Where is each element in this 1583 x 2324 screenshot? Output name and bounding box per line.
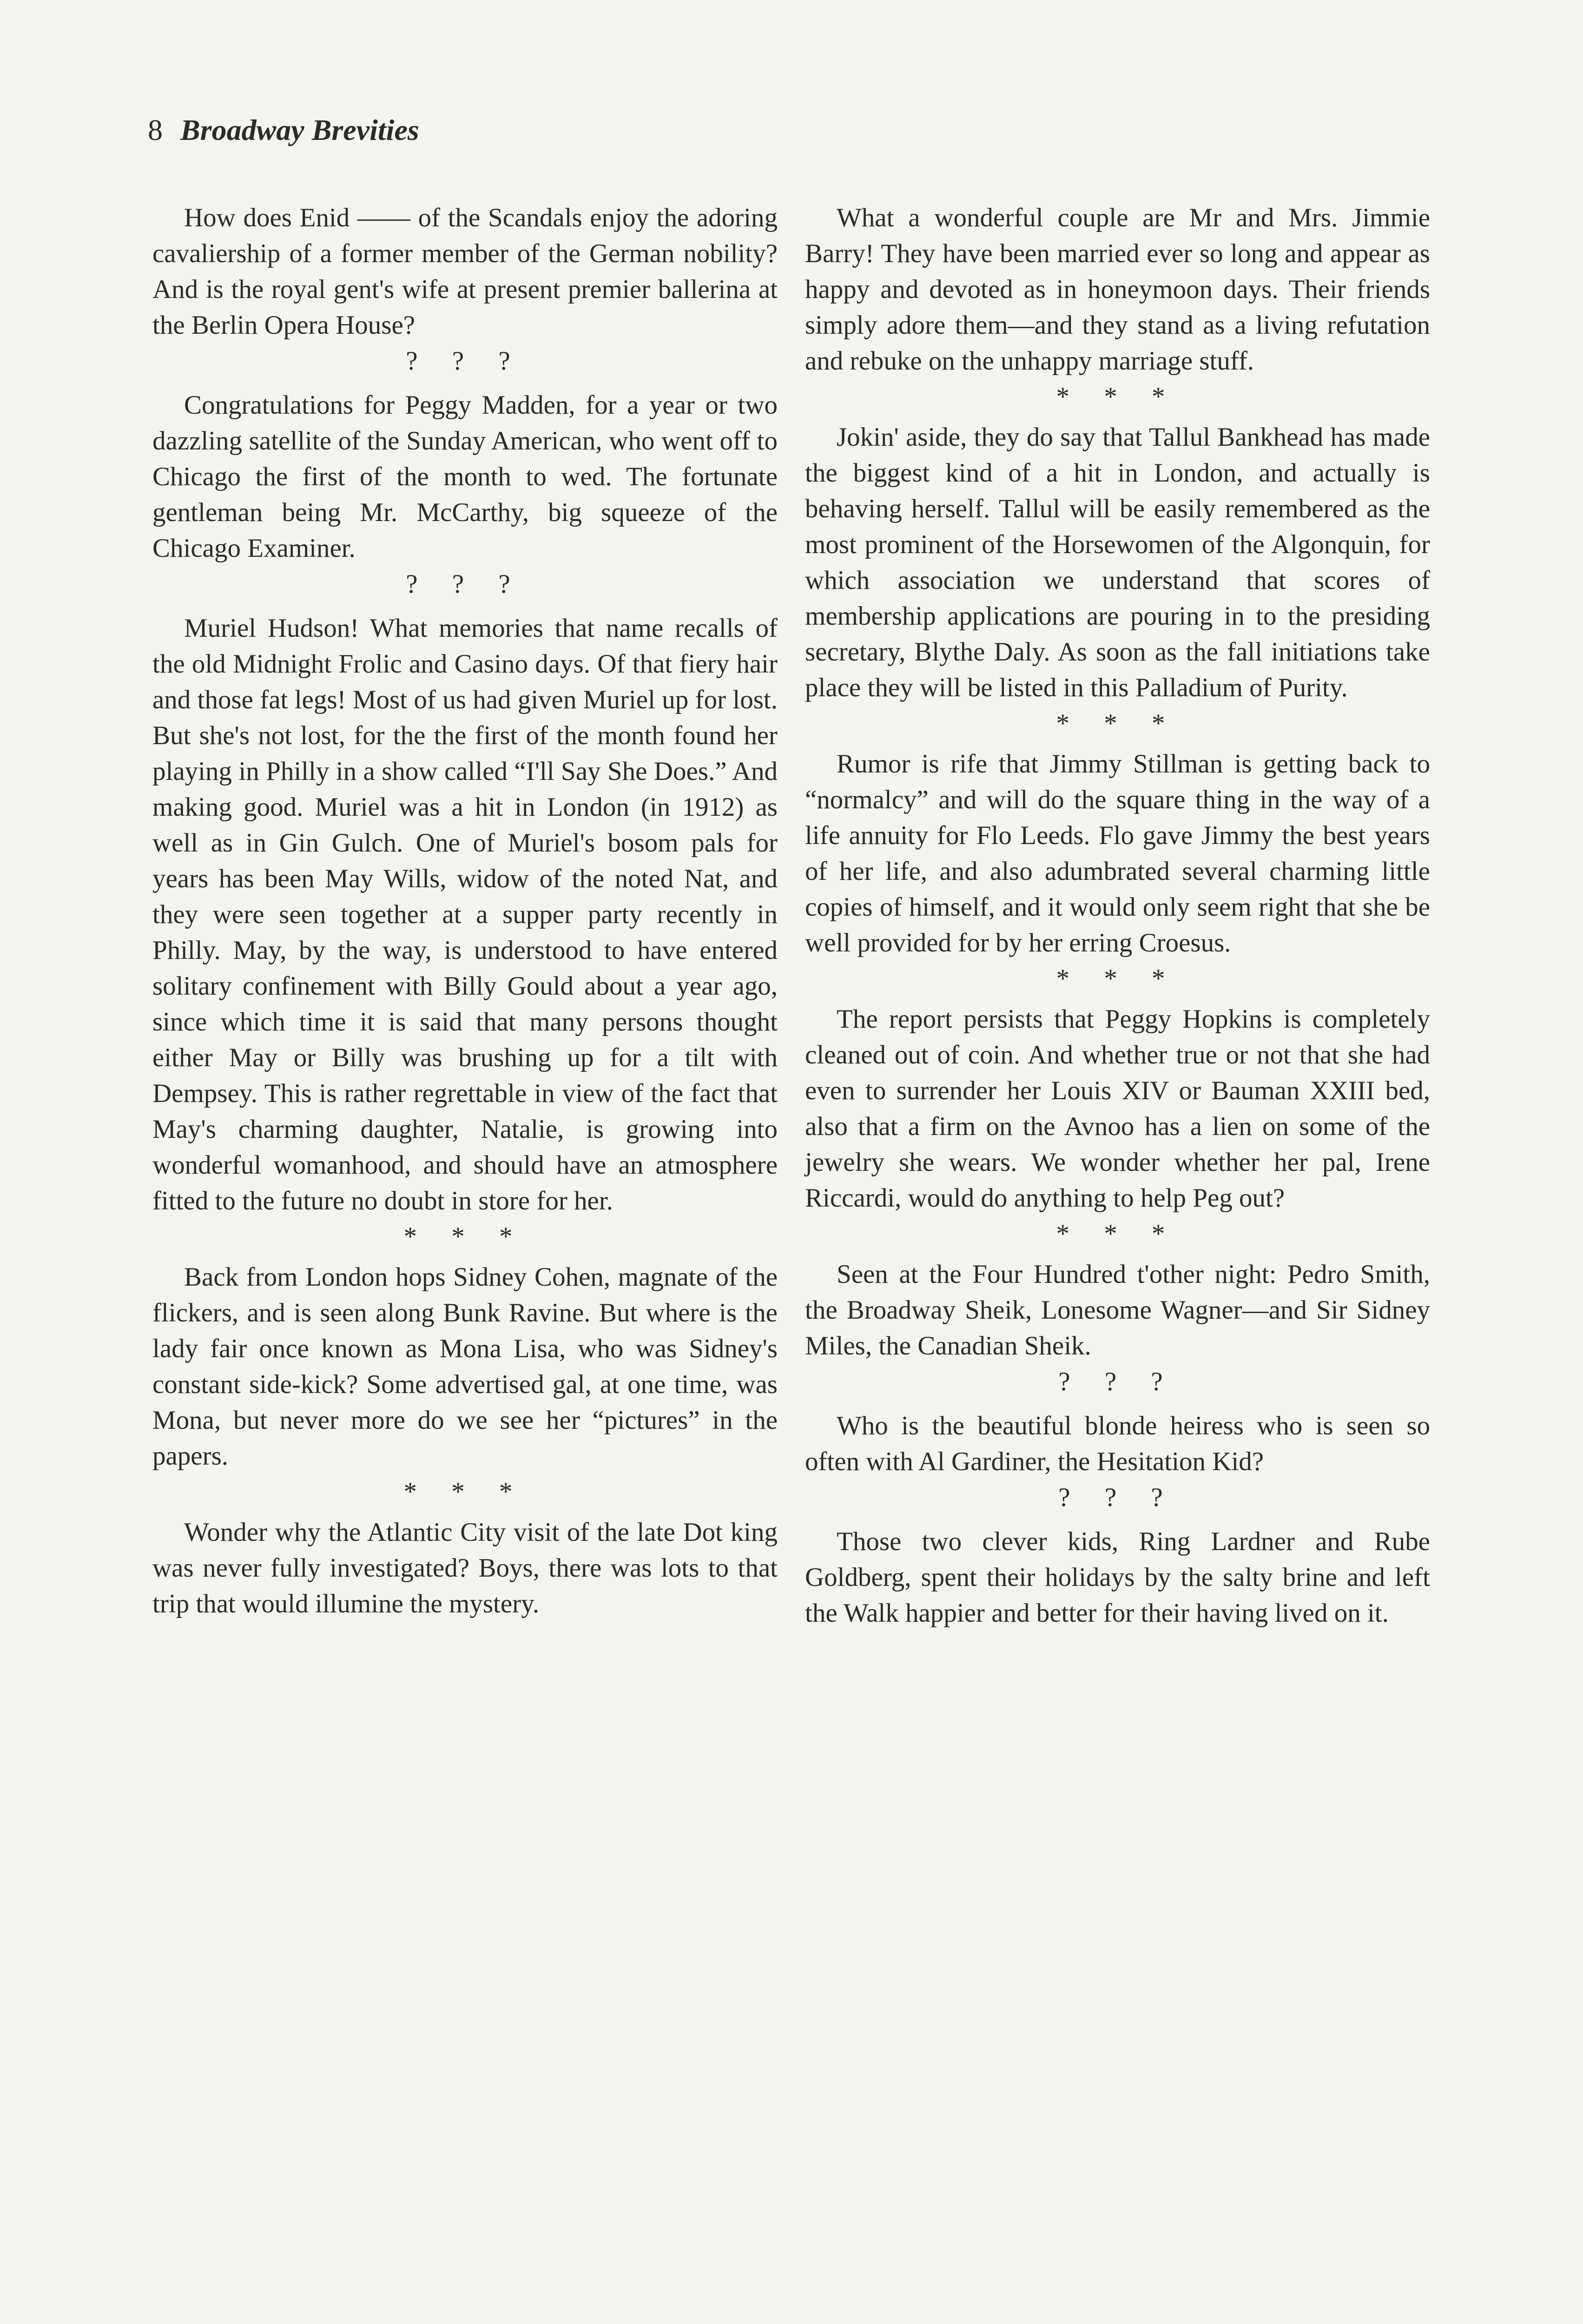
section-separator: * * *: [403, 1222, 527, 1251]
section-separator: ? ? ?: [1058, 1483, 1177, 1512]
right-column: [805, 200, 1430, 1631]
news-item-paragraph: Congratulations for Peggy Madden, for a year or two dazzling satellite of the Sunday American, who went off to Chicago the first of the month to wed. The fortunate gentleman being Mr. McCarthy, big squeeze of the Chicago Examiner.: [152, 390, 778, 563]
section-separator: * * *: [1056, 382, 1179, 411]
news-item-paragraph: Jokin' aside, they do say that Tallul Bankhead has made the biggest kind of a hit in London, and actually is behaving herself. Tallul will be easily remembered as the most prominent of the Horsewomen of the Algonquin, for which association we understand that scores of membership applications are pouring in to the presiding secretary, Blythe Daly. As soon as the fall initiations take place they will be listed in this Palladium of Purity.: [805, 423, 1430, 702]
left-column: [152, 200, 778, 1622]
section-separator: ? ? ?: [406, 346, 524, 376]
page-number: 8: [148, 113, 163, 146]
news-item-paragraph: Back from London hops Sidney Cohen, magnate of the flickers, and is seen along Bunk Ravine. But where is the lady fair once known as Mona Lisa, who was Sidney's constant side-kick? Some advertised gal, at one time, was Mona, but never more do we see her “pictures” in the papers.: [152, 1262, 778, 1471]
news-item-paragraph: Muriel Hudson! What memories that name recalls of the old Midnight Frolic and Casino days. Of that fiery hair and those fat legs! Most of us had given Muriel up for lost. But she's not lost, for the the first of the month found her playing in Philly in a show called “I'll Say She Does.” And making good. Muriel was a hit in London (in 1912) as well as in Gin Gulch. One of Muriel's bosom pals for years has been May Wills, widow of the noted Nat, and they were seen together at a supper party recently in Philly. May, by the way, is understood to have entered solitary confinement with Billy Gould about a year ago, since which time it is said that many persons thought either May or Billy was brushing up for a tilt with Dempsey. This is rather regrettable in view of the fact that May's charming daughter, Natalie, is growing into wonderful womanhood, and should have an atmosphere fitted to the future no doubt in store for her.: [152, 614, 778, 1215]
news-item-paragraph: Who is the beautiful blonde heiress who is seen so often with Al Gardiner, the Hesitation Kid?: [805, 1411, 1430, 1476]
news-item-paragraph: How does Enid —— of the Scandals enjoy the adoring cavaliership of a former member of the German nobility? And is the royal gent's wife at present premier ballerina at the Berlin Opera House?: [152, 203, 778, 340]
news-item-paragraph: Wonder why the Atlantic City visit of the late Dot king was never fully investigated? Boys, there was lots to that trip that would illumine the mystery.: [152, 1518, 778, 1618]
section-separator: * * *: [1056, 709, 1179, 738]
running-title: Broadway Brevities: [180, 113, 419, 146]
section-separator: ? ? ?: [1058, 1367, 1177, 1396]
news-item-paragraph: Seen at the Four Hundred t'other night: Pedro Smith, the Broadway Sheik, Lonesome Wagner—and Sir Sidney Miles, the Canadian Sheik.: [805, 1260, 1430, 1360]
news-item-paragraph: What a wonderful couple are Mr and Mrs. Jimmie Barry! They have been married ever so long and appear as happy and devoted as in honeymoon days. Their friends simply adore them—and they stand as a living refutation and rebuke on the unhappy marriage stuff.: [805, 203, 1430, 376]
news-item-paragraph: Those two clever kids, Ring Lardner and Rube Goldberg, spent their holidays by the salty brine and left the Walk happier and better for their having lived on it.: [805, 1527, 1430, 1628]
section-separator: * * *: [403, 1477, 527, 1506]
section-separator: ? ? ?: [406, 569, 524, 599]
page-header: [148, 115, 419, 145]
section-separator: * * *: [1056, 964, 1179, 993]
news-item-paragraph: The report persists that Peggy Hopkins is completely cleaned out of coin. And whether true or not that she had even to surrender her Louis XIV or Bauman XXIII bed, also that a firm on the Avnoo has a lien on some of the jewelry she wears. We wonder whether her pal, Irene Riccardi, would do anything to help Peg out?: [805, 1004, 1430, 1213]
section-separator: * * *: [1056, 1219, 1179, 1248]
news-item-paragraph: Rumor is rife that Jimmy Stillman is getting back to “normalcy” and will do the square thing in the way of a life annuity for Flo Leeds. Flo gave Jimmy the best years of her life, and also adumbrated several charming little copies of himself, and it would only seem right that she be well provided for by her erring Croesus.: [805, 749, 1430, 957]
